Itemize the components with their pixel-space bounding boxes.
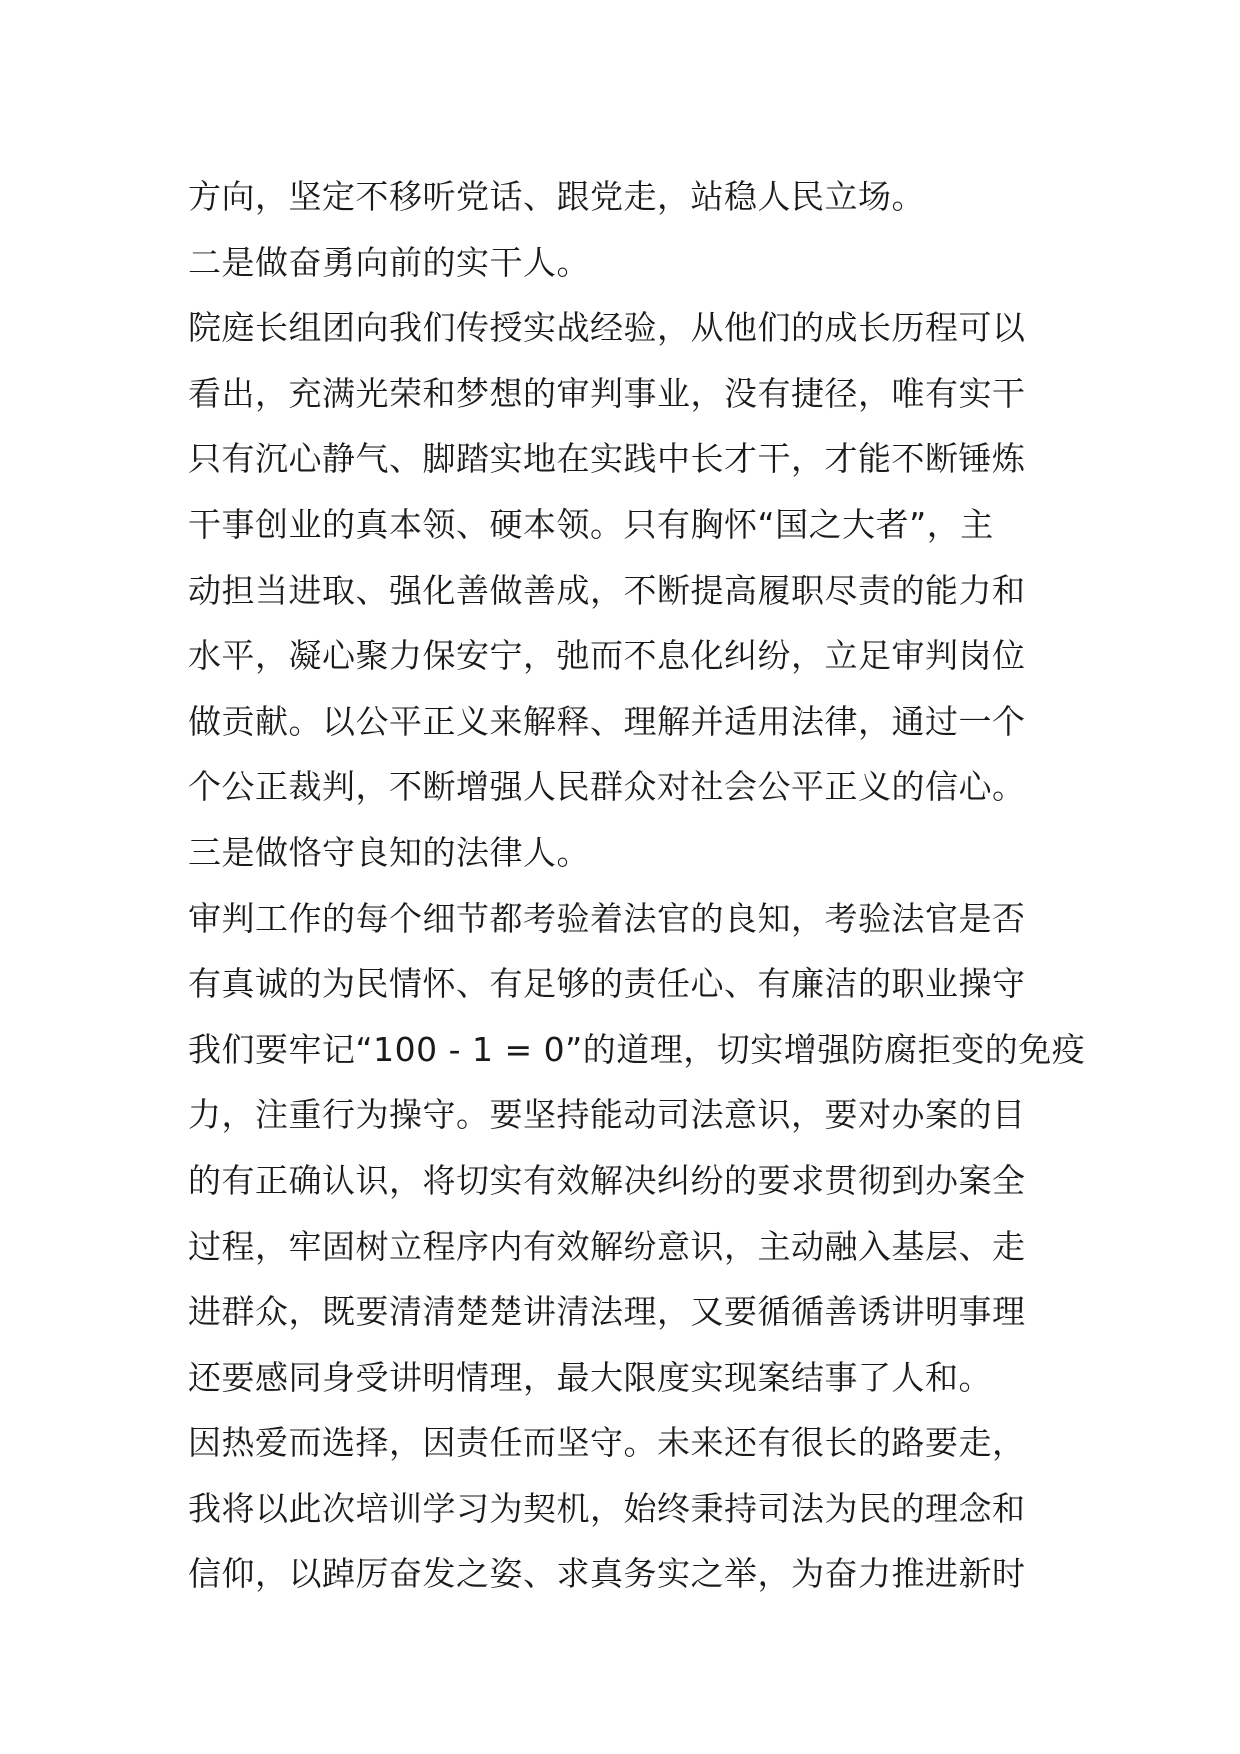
- text-line: 进群众，既要清清楚楚讲清法理，又要循循善诱讲明事理: [188, 1292, 1026, 1332]
- text-line: 的有正确认识，将切实有效解决纠纷的要求贯彻到办案全: [188, 1160, 1026, 1200]
- text-line: 审判工作的每个细节都考验着法官的良知，考验法官是否: [188, 898, 1026, 938]
- text-line: 水平，凝心聚力保安宁，弛而不息化纠纷，立足审判岗位: [188, 636, 1026, 676]
- section-heading: 二是做奋勇向前的实干人。: [188, 242, 590, 282]
- text-line: 动担当进取、强化善做善成，不断提高履职尽责的能力和: [188, 570, 1026, 610]
- text-line: 有真诚的为民情怀、有足够的责任心、有廉洁的职业操守: [188, 964, 1026, 1004]
- text-line: 做贡献。以公平正义来解释、理解并适用法律，通过一个: [188, 701, 1026, 741]
- text-line: 个公正裁判，不断增强人民群众对社会公平正义的信心。: [188, 767, 1026, 807]
- text-line: 干事创业的真本领、硬本领。只有胸怀“国之大者”，主: [188, 504, 994, 544]
- text-line: 信仰，以踔厉奋发之姿、求真务实之举，为奋力推进新时: [188, 1554, 1026, 1594]
- text-line: 看出，充满光荣和梦想的审判事业，没有捷径，唯有实干: [188, 373, 1026, 413]
- text-line: 因热爱而选择，因责任而坚守。未来还有很长的路要走，: [188, 1423, 1026, 1463]
- text-line: 我将以此次培训学习为契机，始终秉持司法为民的理念和: [188, 1488, 1026, 1528]
- text-line: 力，注重行为操守。要坚持能动司法意识，要对办案的目: [188, 1095, 1026, 1135]
- text-line: 方向，坚定不移听党话、跟党走，站稳人民立场。: [188, 177, 925, 216]
- text-line: 还要感同身受讲明情理，最大限度实现案结事了人和。: [188, 1357, 992, 1397]
- body-text: [188, 164, 1086, 1607]
- text-line: 过程，牢固树立程序内有效解纷意识，主动融入基层、走: [188, 1226, 1026, 1266]
- text-line: 我们要牢记“100 - 1 = 0”的道理，切实增强防腐拒变的免疫: [188, 1029, 1086, 1069]
- text-line: 只有沉心静气、脚踏实地在实践中长才干，才能不断锤炼: [188, 439, 1026, 479]
- text-line: 院庭长组团向我们传授实战经验，从他们的成长历程可以: [188, 308, 1026, 348]
- section-heading: 三是做恪守良知的法律人。: [188, 832, 590, 872]
